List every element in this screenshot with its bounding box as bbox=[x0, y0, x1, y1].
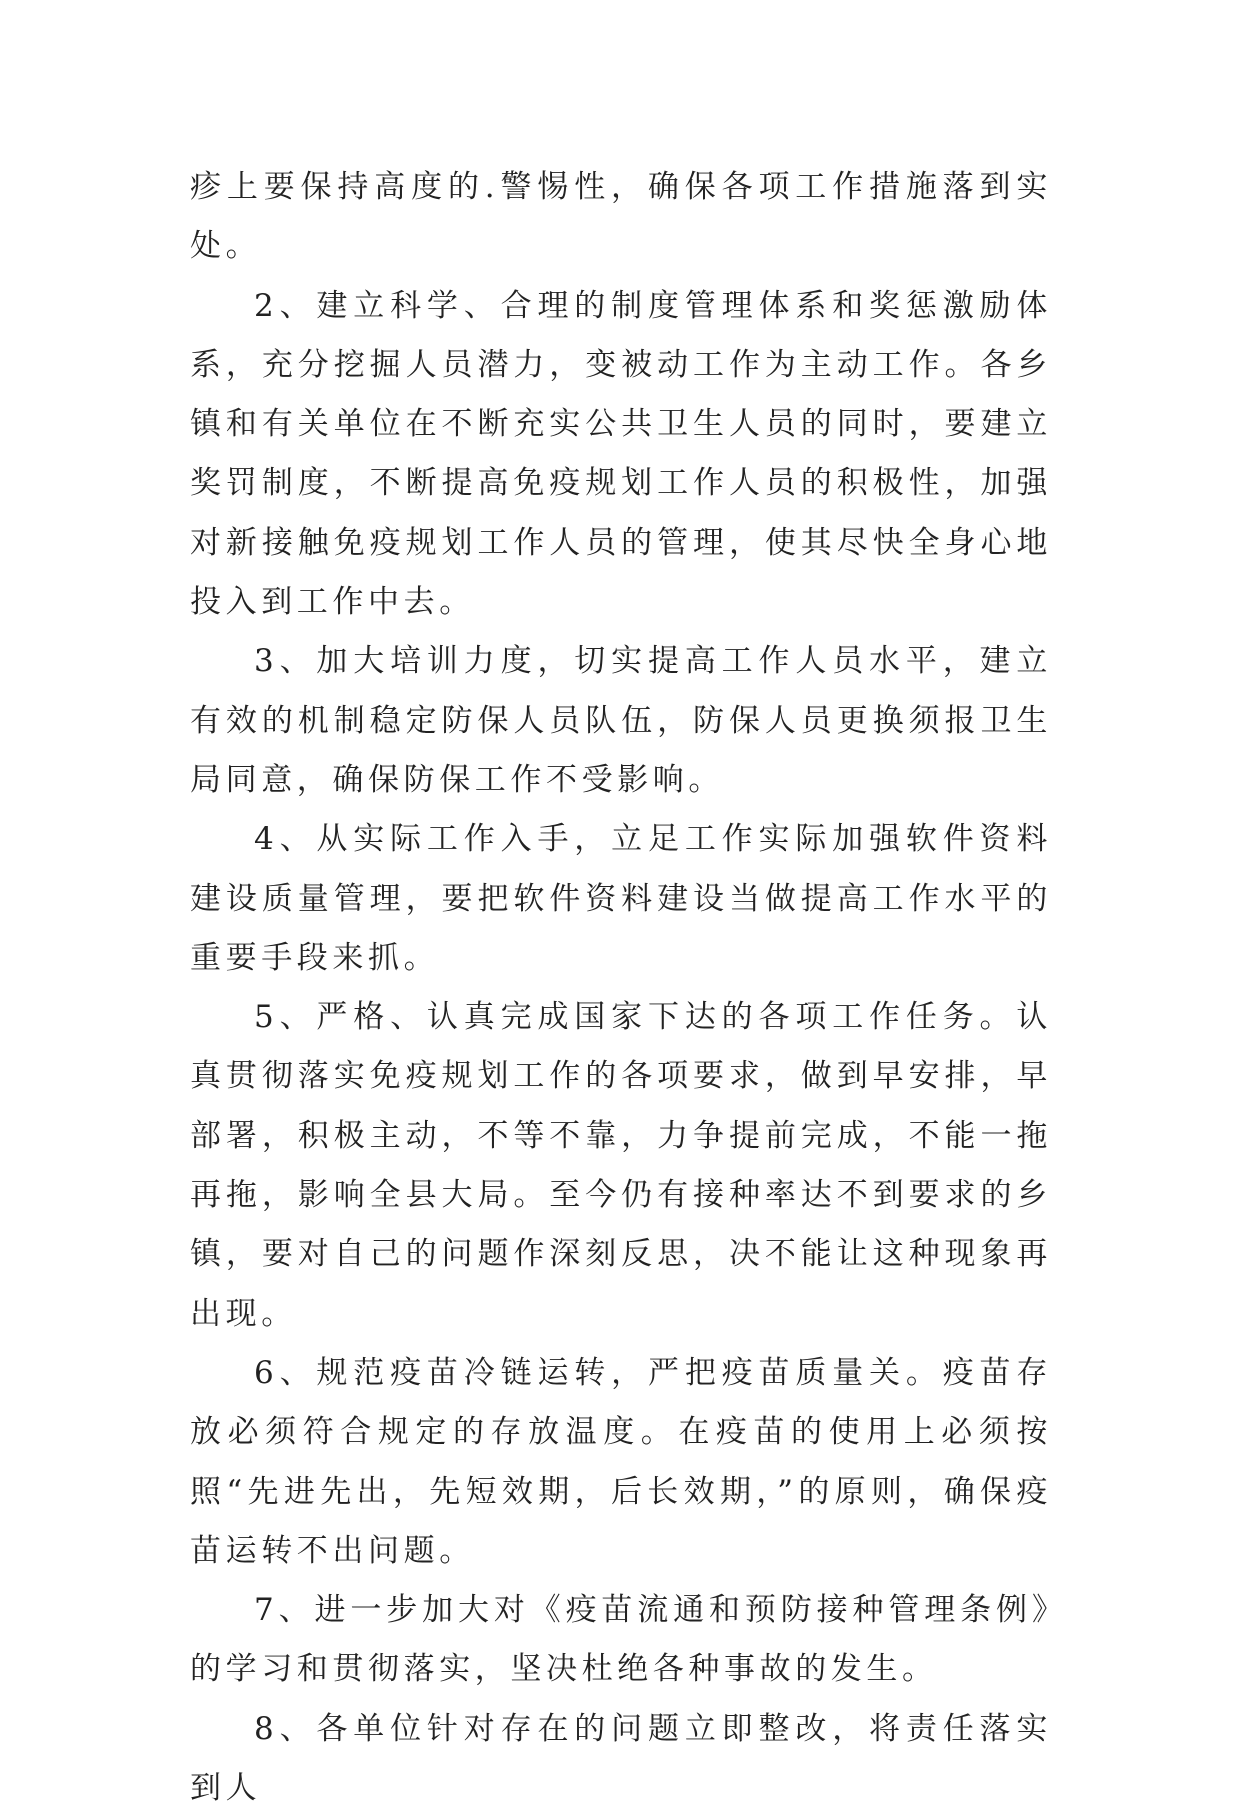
paragraph-item-3: 3、加大培训力度，切实提高工作人员水平，建立有效的机制稳定防保人员队伍，防保人员更换须报卫生局同意，确保防保工作不受影响。 bbox=[190, 643, 1052, 798]
paragraph-item-4: 4、从实际工作入手，立足工作实际加强软件资料建设质量管理，要把软件资料建设当做提高工作水平的重要手段来抓。 bbox=[190, 821, 1052, 976]
paragraph-item-7: 7、进一步加大对《疫苗流通和预防接种管理条例》的学习和贯彻落实，坚决杜绝各种事故的发生。 bbox=[190, 1592, 1052, 1688]
paragraph-continuation: 疹上要保持高度的.警惕性，确保各项工作措施落到实处。 bbox=[190, 169, 1052, 265]
document-body bbox=[190, 158, 1052, 1818]
paragraph-item-8: 8、各单位针对存在的问题立即整改，将责任落实到人 bbox=[190, 1710, 1052, 1807]
paragraph-item-2: 2、建立科学、合理的制度管理体系和奖惩激励体系，充分挖掘人员潜力，变被动工作为主动工作。各乡镇和有关单位在不断充实公共卫生人员的同时，要建立奖罚制度，不断提高免疫规划工作人员的积极性，加强对新接触免疫规划工作人员的管理，使其尽快全身心地投入到工作中去。 bbox=[190, 287, 1052, 621]
paragraph-item-6: 6、规范疫苗冷链运转，严把疫苗质量关。疫苗存放必须符合规定的存放温度。在疫苗的使用上必须按照“先进先出，先短效期，后长效期，”的原则，确保疫苗运转不出问题。 bbox=[190, 1354, 1052, 1569]
paragraph-item-5: 5、严格、认真完成国家下达的各项工作任务。认真贯彻落实免疫规划工作的各项要求，做到早安排，早部署，积极主动，不等不靠，力争提前完成，不能一拖再拖，影响全县大局。至今仍有接种率达不到要求的乡镇，要对自己的问题作深刻反思，决不能让这种现象再出现。 bbox=[190, 999, 1052, 1332]
